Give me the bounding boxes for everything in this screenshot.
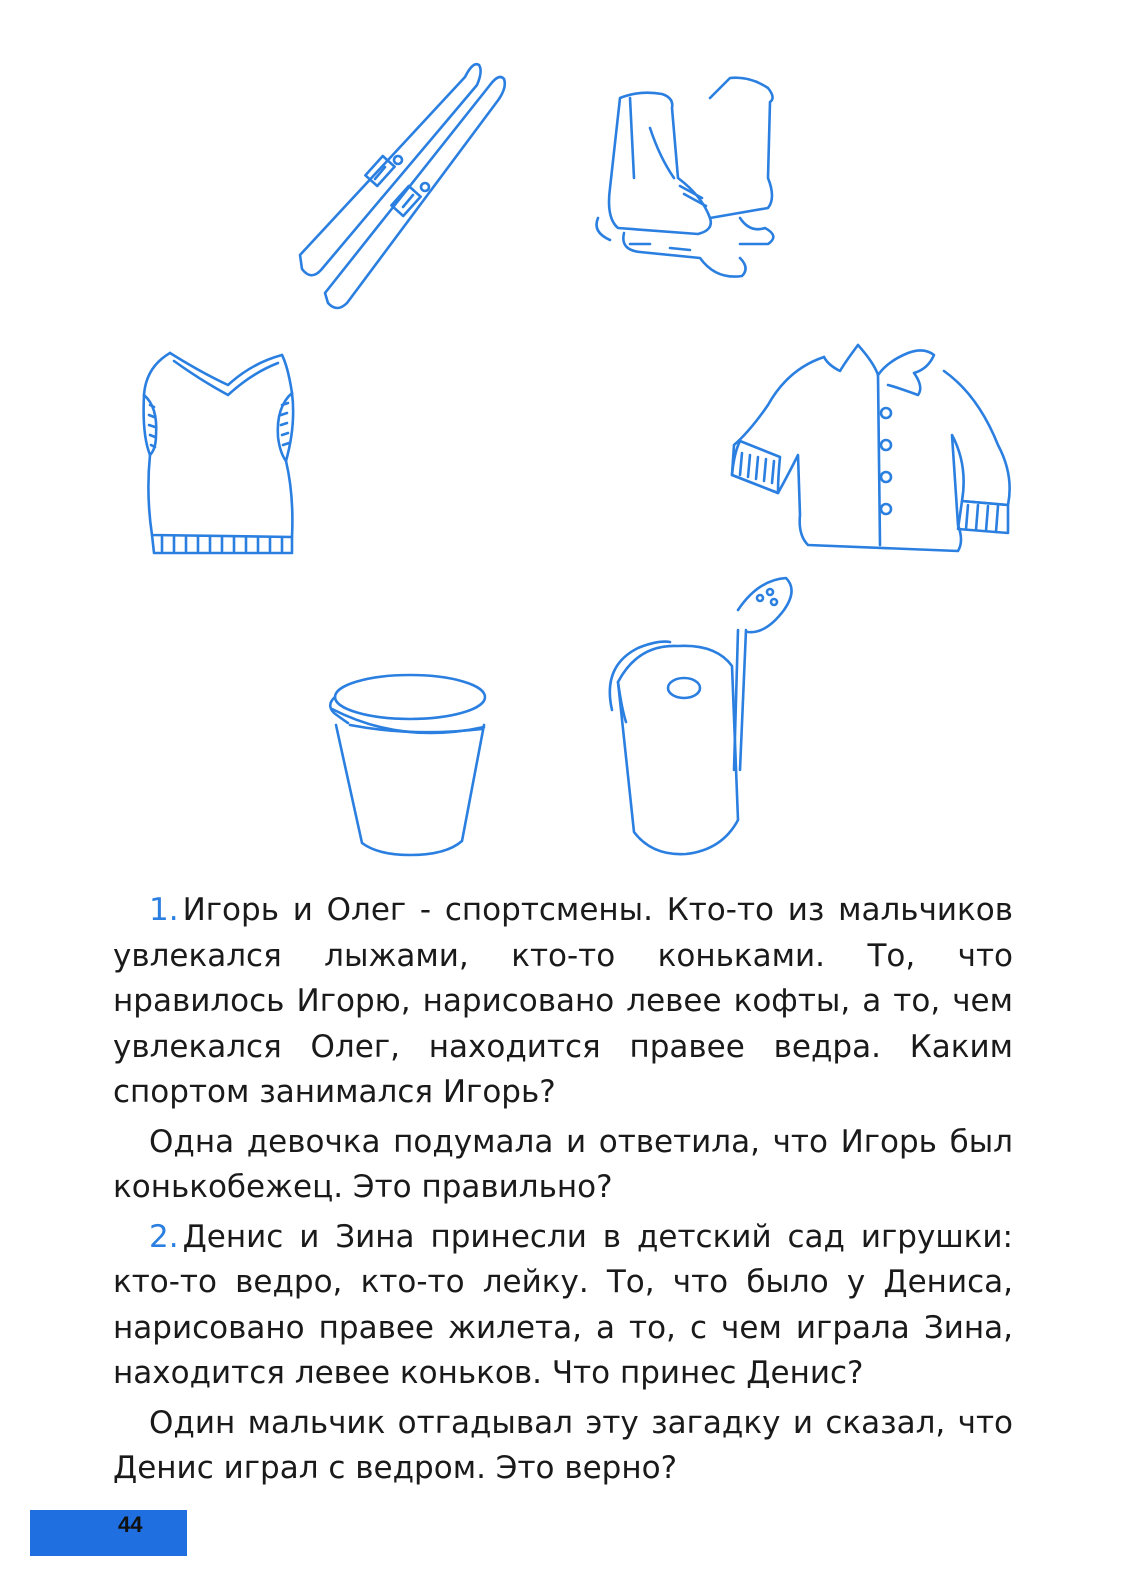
task-1-question-text: Игорь и Олег - спортсмены. Кто-то из мальчиков увлекался лыжами, кто-то коньками. То, что нравилось Игорю, нарисовано левее кофты, а то, чем увлекался Олег, находится правее ведра. Каким спортом занимался Игорь?	[113, 892, 1013, 1110]
page-number-badge	[30, 1510, 187, 1556]
task-2-question	[113, 1215, 1013, 1397]
bucket-icon	[322, 665, 497, 860]
skis-icon	[285, 55, 515, 305]
task-1-number: 1.	[149, 892, 179, 928]
task-2-number: 2.	[149, 1218, 179, 1255]
vest-icon	[132, 345, 302, 560]
task-1-followup: Одна девочка подумала и ответила, что Игорь был конькобежец. Это правильно?	[113, 1123, 1013, 1205]
task-2-question-text: Денис и Зина принесли в детский сад игрушки: кто-то ведро, кто-то лейку. То, что было у Дениса, нарисовано правее жилета, а то, с чем играла Зина, находится левее коньков. Что принес Денис?	[113, 1218, 1013, 1391]
skates-icon	[590, 68, 800, 288]
jacket-icon	[728, 325, 1023, 560]
page-number: 44	[118, 1512, 143, 1537]
task-2-followup: Один мальчик отгадывал эту загадку и сказал, что Денис играл с ведром. Это верно?	[113, 1404, 1013, 1486]
task-text	[113, 888, 1013, 1492]
watering-can-icon	[598, 570, 798, 865]
task-1-question	[113, 888, 1013, 1116]
